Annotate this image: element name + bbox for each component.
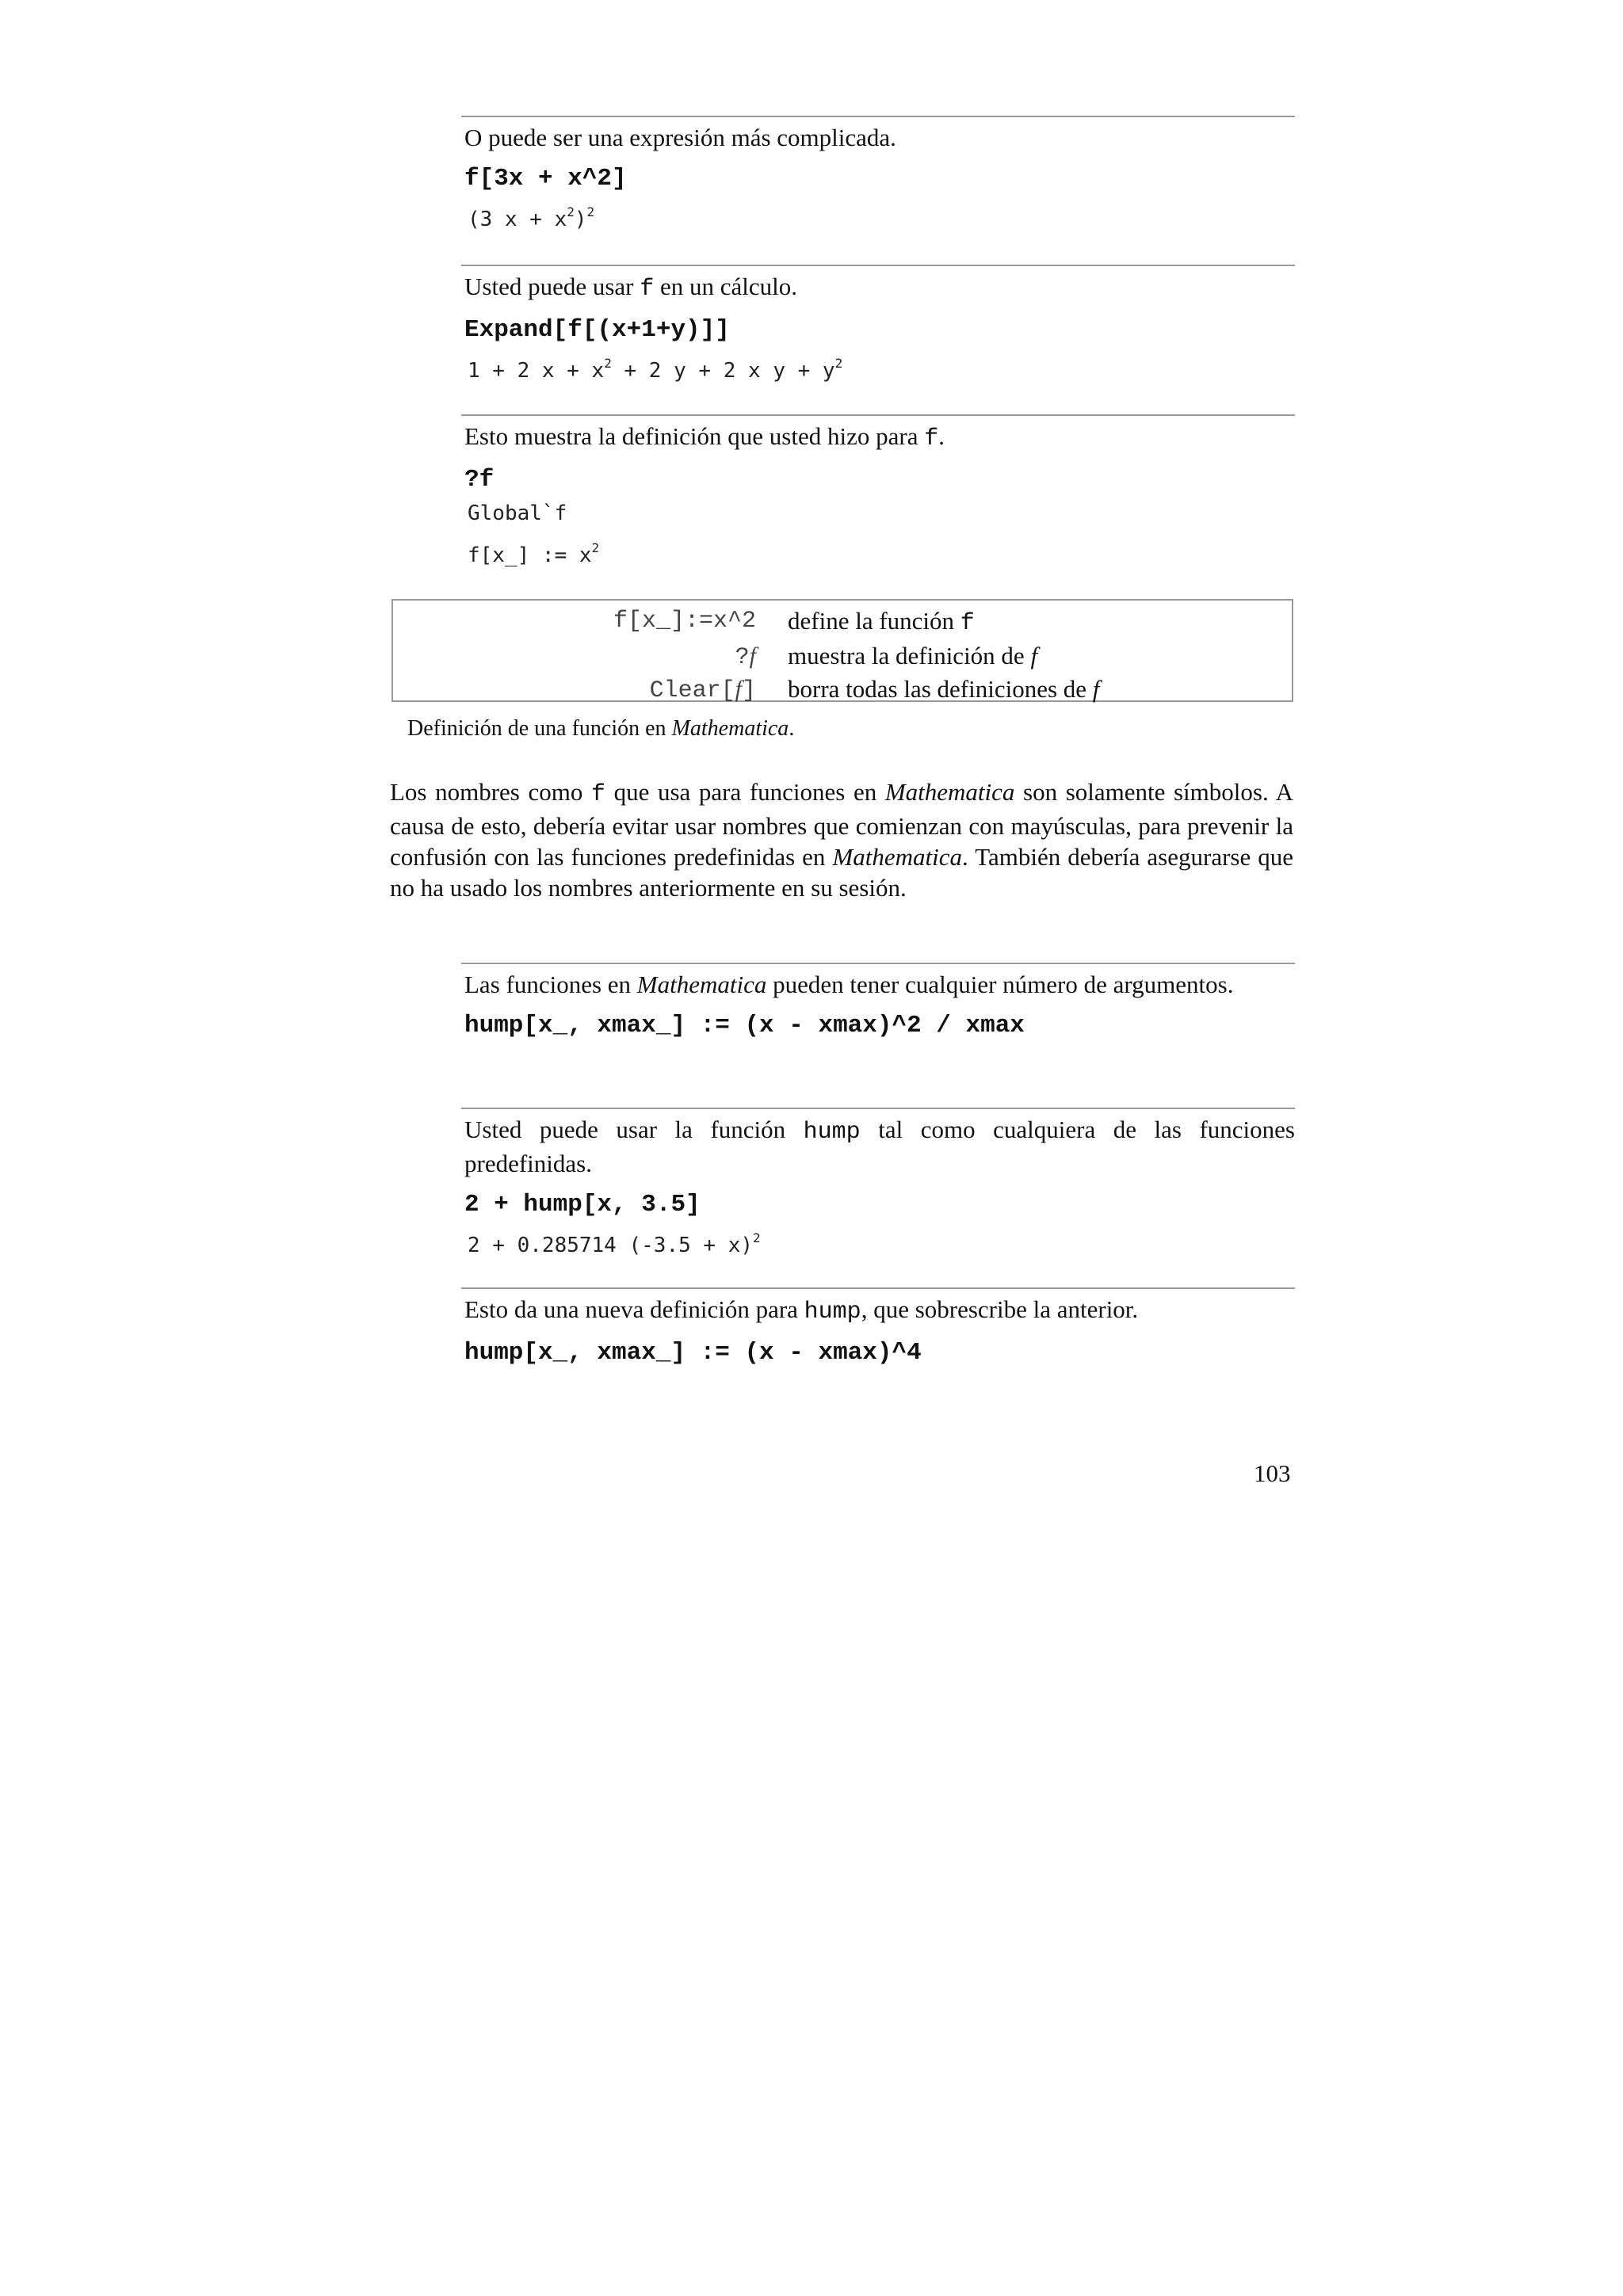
example-block-definition bbox=[461, 414, 1295, 573]
table-cell-description bbox=[788, 672, 1099, 707]
table-cell-syntax: f[x_]:=x^2 bbox=[613, 608, 756, 635]
block-description bbox=[464, 421, 1295, 455]
code-run: f bbox=[924, 425, 939, 452]
output-cell bbox=[468, 1221, 1295, 1263]
table-cell-syntax bbox=[735, 639, 756, 675]
italic-run: f bbox=[749, 643, 756, 669]
italic-run: Mathematica bbox=[832, 843, 963, 871]
text-run: . También debería asegurarse que no ha usado los nombres anteriormente en su sesión. bbox=[390, 843, 1293, 902]
text-run: , que sobrescribe la anterior. bbox=[861, 1295, 1139, 1323]
table-row bbox=[393, 604, 1292, 639]
text-run: . bbox=[938, 422, 945, 450]
input-cell[interactable]: ?f bbox=[464, 466, 495, 494]
text-run: Los nombres como bbox=[390, 778, 591, 806]
example-block-usage bbox=[461, 1108, 1295, 1263]
example-block-arguments bbox=[461, 963, 1295, 1042]
input-cell[interactable]: 2 + hump[x, 3.5] bbox=[464, 1191, 701, 1219]
block-description bbox=[464, 969, 1295, 1001]
italic-run: f bbox=[1092, 675, 1100, 703]
code-run: ? bbox=[735, 644, 750, 671]
table-cell-description bbox=[788, 639, 1037, 673]
code-run: f bbox=[590, 781, 605, 808]
text-run: que usa para funciones en bbox=[605, 778, 885, 806]
text-run: son solamente símbolos. A causa de esto, debería evitar usar nombres que comienzan con mayúsculas, para prevenir la confusión con las funciones predefinidas en bbox=[390, 778, 1293, 871]
text-run: muestra la definición de bbox=[788, 642, 1031, 669]
italic-run: Mathematica bbox=[636, 971, 767, 998]
output-text: ) bbox=[574, 208, 587, 231]
code-run: hump bbox=[803, 1119, 861, 1146]
output-cell bbox=[468, 531, 1295, 573]
italic-run: Mathematica bbox=[671, 716, 789, 741]
output-exponent: 2 bbox=[591, 540, 600, 555]
block-description: O puede ser una expresión más complicada. bbox=[464, 124, 896, 151]
output-cell bbox=[468, 346, 1295, 388]
text-run: pueden tener cualquier número de argumentos. bbox=[766, 971, 1234, 998]
block-description bbox=[464, 1294, 1295, 1328]
input-cell[interactable]: f[3x + x^2] bbox=[464, 165, 627, 193]
italic-run: f bbox=[1030, 642, 1038, 669]
text-run: en un cálculo. bbox=[654, 273, 798, 300]
output-text: + 2 y + 2 x y + y bbox=[611, 359, 835, 383]
output-exponent: 2 bbox=[567, 204, 575, 219]
output-text: 1 + 2 x + x bbox=[468, 359, 605, 383]
example-block-redefinition bbox=[461, 1287, 1295, 1369]
output-text: f[x_] := x bbox=[468, 543, 592, 567]
block-description bbox=[464, 1114, 1295, 1180]
output-exponent: 2 bbox=[753, 1230, 761, 1245]
text-run: Esto muestra la definición que usted hizo para bbox=[464, 422, 925, 450]
italic-run: f bbox=[735, 676, 742, 702]
table-row bbox=[393, 672, 1292, 707]
input-cell[interactable]: hump[x_, xmax_] := (x - xmax)^4 bbox=[464, 1339, 922, 1367]
output-cell bbox=[468, 195, 1295, 237]
table-cell-description bbox=[788, 604, 975, 641]
output-cell: Global`f bbox=[468, 502, 567, 525]
output-exponent: 2 bbox=[604, 356, 612, 371]
text-run: Las funciones en bbox=[464, 971, 637, 998]
text-run: tal como cualquiera de las funciones predefinidas. bbox=[464, 1116, 1295, 1177]
output-text: (3 x + x bbox=[468, 208, 567, 231]
code-run: Clear[ bbox=[649, 677, 735, 704]
text-run: define la función bbox=[788, 607, 960, 635]
output-exponent: 2 bbox=[834, 356, 843, 371]
code-run: hump bbox=[804, 1299, 861, 1325]
italic-run: Mathematica bbox=[884, 778, 1015, 806]
input-cell[interactable]: Expand[f[(x+1+y)]] bbox=[464, 316, 730, 344]
text-run: Esto da una nueva definición para bbox=[464, 1295, 804, 1323]
text-run: Usted puede usar bbox=[464, 273, 640, 300]
table-cell-syntax bbox=[650, 672, 756, 708]
code-run: ] bbox=[741, 677, 756, 704]
output-exponent: 2 bbox=[586, 204, 595, 219]
page-number: 103 bbox=[1254, 1459, 1291, 1487]
text-run: Usted puede usar la función bbox=[464, 1116, 804, 1143]
input-cell[interactable]: hump[x_, xmax_] := (x - xmax)^2 / xmax bbox=[464, 1012, 1025, 1039]
body-paragraph bbox=[390, 776, 1293, 903]
text-run: borra todas las definiciones de bbox=[788, 675, 1093, 703]
table-row bbox=[393, 639, 1292, 673]
example-block-calculation bbox=[461, 265, 1295, 388]
block-description bbox=[464, 271, 1295, 305]
code-run: f bbox=[960, 610, 975, 637]
text-run: . bbox=[789, 716, 795, 741]
example-block-expression bbox=[461, 116, 1295, 237]
text-run: Definición de una función en bbox=[407, 716, 672, 741]
code-run: f bbox=[640, 276, 655, 303]
table-caption bbox=[407, 715, 794, 743]
output-text: 2 + 0.285714 (-3.5 + x) bbox=[468, 1234, 754, 1257]
definition-table bbox=[391, 599, 1293, 702]
